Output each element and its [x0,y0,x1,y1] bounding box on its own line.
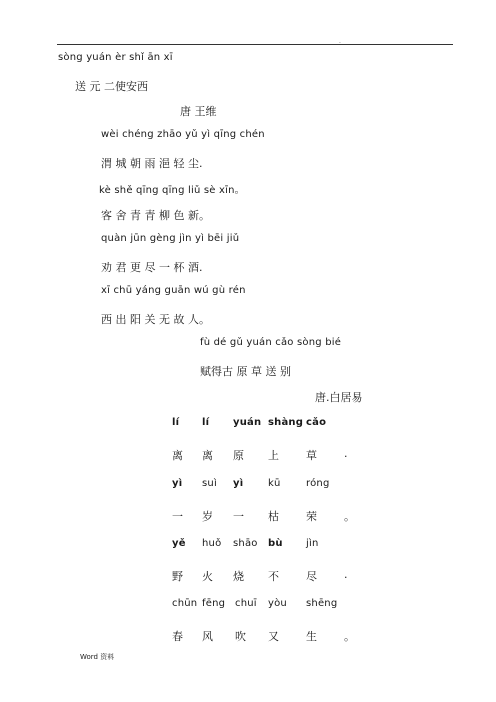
poem2-char: 风 [202,630,213,643]
poem2-pinyin-cell: yě [172,538,186,549]
poem2-pinyin-cell: fēng [202,598,226,609]
poem2-char: 生 [306,630,317,643]
page-footer: Word 资料 [80,653,115,661]
poem2-char: 一 [233,510,244,523]
poem2-char: 离 [172,449,183,462]
poem2-pinyin-cell: kū [268,478,281,489]
poem2-pinyin-cell: yòu [268,598,287,609]
poem1-line-3: 劝 君 更 尽 一 杯 酒. [101,261,203,274]
poem2-pinyin-cell: jìn [306,538,319,549]
poem2-title-pinyin: fù dé gǔ yuán cǎo sòng bié [200,337,342,348]
poem2-char: 荣 [306,510,317,523]
poem-author: 唐 王维 [180,105,217,118]
poem2-char: 不 [268,570,279,583]
poem2-punct: . [344,568,348,581]
poem2-pinyin-cell: yuán [233,417,262,428]
poem2-pinyin-cell: chūn [172,598,198,609]
poem2-pinyin-cell: yì [172,478,183,489]
poem2-punct: . [344,447,348,460]
poem2-pinyin-cell: suì [202,478,217,489]
poem2-pinyin-cell: shēng [306,598,338,609]
poem2-char: 春 [172,630,183,643]
poem-title: 送 元 二使安西 [75,80,148,93]
poem2-char: 上 [268,449,279,462]
poem2-punct: 。 [344,510,355,523]
poem2-char: 野 [172,570,183,583]
poem1-line-1: 渭 城 朝 雨 浥 轻 尘. [101,157,203,170]
poem2-pinyin-cell: cǎo [306,417,327,428]
poem1-line-4: 西 出 阳 关 无 故 人。 [101,313,210,326]
poem1-line-2: 客 舍 青 青 柳 色 新。 [101,209,210,222]
poem2-pinyin-cell: bù [268,538,283,549]
poem2-pinyin-cell: róng [306,478,330,489]
title-pinyin: sòng yuán èr shǐ ān xī [58,52,173,63]
poem2-pinyin-cell: shàng [268,417,304,428]
poem2-char: 草 [306,449,317,462]
poem2-char: 吹 [235,630,246,643]
poem1-pinyin-3: quàn jūn gèng jìn yì bēi jiǔ [101,233,240,244]
poem2-char: 原 [233,449,244,462]
poem1-pinyin-2: kè shě qīng qīng liǔ sè xīn。 [99,185,245,196]
poem2-char: 又 [268,630,279,643]
poem2-pinyin-cell: huǒ [202,538,222,549]
poem2-author: 唐.白居易 [315,391,363,404]
poem2-char: 烧 [233,570,244,583]
poem2-pinyin-cell: chuī [235,598,257,609]
poem2-title: 赋得古 原 草 送 别 [200,365,291,378]
poem2-char: 一 [172,510,183,523]
poem2-pinyin-cell: yì [233,478,244,489]
poem2-char: 岁 [202,510,213,523]
poem2-pinyin-cell: shāo [233,538,258,549]
poem2-char: 枯 [268,510,279,523]
poem2-pinyin-cell: lí [202,417,210,428]
poem2-char: 尽 [306,570,317,583]
poem1-pinyin-4: xī chū yáng guān wú gù rén [101,285,246,296]
header-rule [57,44,453,45]
poem2-char: 离 [202,449,213,462]
poem2-pinyin-cell: lí [172,417,180,428]
poem2-char: 火 [202,570,213,583]
poem2-punct: 。 [344,630,355,643]
header-mark: . [339,38,341,45]
poem1-pinyin-1: wèi chéng zhāo yǔ yì qīng chén [101,129,265,140]
